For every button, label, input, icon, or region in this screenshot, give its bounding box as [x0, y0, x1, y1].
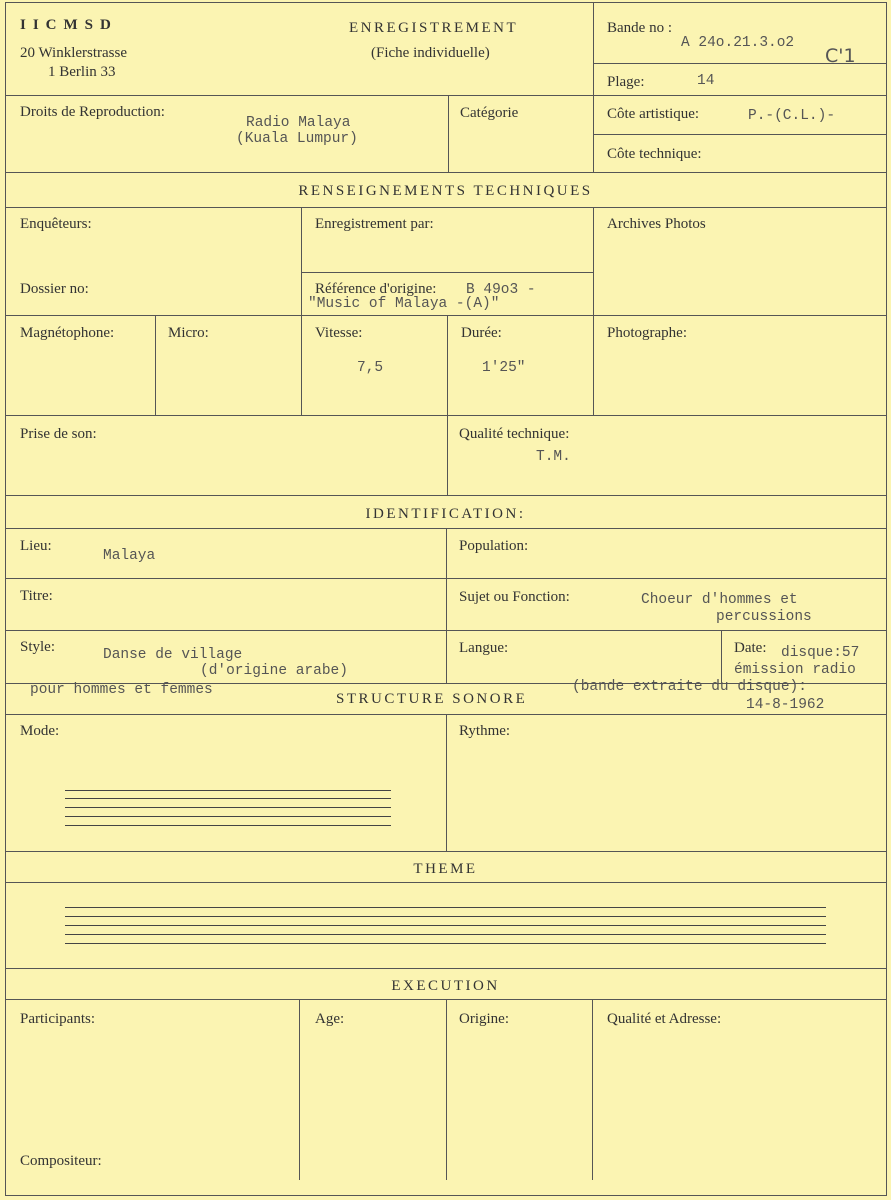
technique-heading: RENSEIGNEMENTS TECHNIQUES	[298, 183, 593, 199]
magnetophone-label: Magnétophone:	[20, 325, 115, 341]
reference-label: Référence d'origine:	[315, 281, 437, 297]
lieu-value: Malaya	[103, 548, 156, 564]
duree-value: 1'25"	[482, 360, 526, 376]
date-value-line3: (bande extraite du disque):	[572, 679, 807, 695]
reference-value-line2: "Music of Malaya -(A)"	[308, 296, 500, 312]
style-value-line3: pour hommes et femmes	[30, 682, 213, 698]
qualite-technique-value: T.M.	[536, 449, 571, 465]
structure-heading: STRUCTURE SONORE	[336, 691, 528, 707]
theme-heading: THEME	[413, 861, 478, 877]
participants-label: Participants:	[20, 1011, 95, 1027]
langue-label: Langue:	[459, 640, 509, 656]
style-value-line1: Danse de village	[103, 647, 243, 663]
droits-value-line1: Radio Malaya	[246, 115, 351, 131]
sujet-value-line2: percussions	[716, 609, 812, 625]
population-label: Population:	[459, 538, 529, 554]
origine-label: Origine:	[459, 1011, 509, 1027]
micro-label: Micro:	[168, 325, 209, 341]
dossier-label: Dossier no:	[20, 281, 89, 297]
droits-value-line2: (Kuala Lumpur)	[236, 131, 358, 147]
duree-label: Durée:	[461, 325, 502, 341]
mode-label: Mode:	[20, 723, 60, 739]
vitesse-label: Vitesse:	[315, 325, 363, 341]
style-label: Style:	[20, 639, 56, 655]
plage-value: 14	[697, 73, 715, 89]
rythme-label: Rythme:	[459, 723, 511, 739]
organization-name: IICMSD	[20, 17, 118, 33]
lieu-label: Lieu:	[20, 538, 52, 554]
sujet-label: Sujet ou Fonction:	[459, 589, 570, 605]
cote-artistique-label: Côte artistique:	[607, 106, 700, 122]
bande-handwritten-mark: C'1	[825, 45, 856, 67]
vitesse-value: 7,5	[357, 360, 384, 376]
date-value-line1: disque:57	[781, 645, 860, 661]
age-label: Age:	[315, 1011, 345, 1027]
bande-value: A 24o.21.3.o2	[681, 35, 795, 51]
categorie-label: Catégorie	[460, 105, 519, 121]
cote-artistique-value: P.-(C.L.)-	[748, 108, 836, 124]
style-value-line2: (d'origine arabe)	[200, 663, 348, 679]
compositeur-label: Compositeur:	[20, 1153, 102, 1169]
address-street: 20 Winklerstrasse	[20, 45, 128, 61]
form-subtitle: (Fiche individuelle)	[371, 45, 490, 61]
qualite-technique-label: Qualité technique:	[459, 426, 570, 442]
address-city: 1 Berlin 33	[48, 64, 116, 80]
form-title: ENREGISTREMENT	[349, 20, 519, 36]
archives-photos-label: Archives Photos	[607, 216, 706, 232]
enqueteurs-label: Enquêteurs:	[20, 216, 92, 232]
bande-label: Bande no :	[607, 20, 672, 36]
plage-label: Plage:	[607, 74, 645, 90]
prise-de-son-label: Prise de son:	[20, 426, 97, 442]
execution-heading: EXECUTION	[391, 978, 500, 994]
sujet-value-line1: Choeur d'hommes et	[641, 592, 798, 608]
reference-value: B 49o3 -	[466, 282, 536, 298]
photographe-label: Photographe:	[607, 325, 687, 341]
cote-technique-label: Côte technique:	[607, 146, 702, 162]
qualite-adresse-label: Qualité et Adresse:	[607, 1011, 722, 1027]
droits-label: Droits de Reproduction:	[20, 104, 165, 120]
titre-label: Titre:	[20, 588, 53, 604]
identification-heading: IDENTIFICATION:	[365, 506, 526, 522]
date-value-line2: émission radio	[734, 662, 856, 678]
date-label: Date:	[734, 640, 767, 656]
date-value-line4: 14-8-1962	[746, 697, 825, 713]
enregistrement-par-label: Enregistrement par:	[315, 216, 434, 232]
